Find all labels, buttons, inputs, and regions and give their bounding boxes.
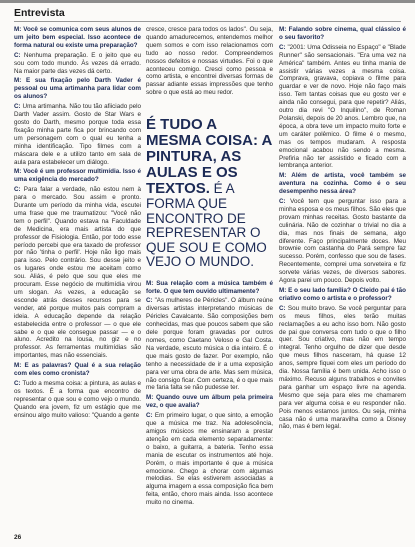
- question: M: E sua fixação pelo Darth Vader é pessoal ou uma artimanha para lidar com os alunos?: [14, 77, 141, 101]
- pull-quote-bold: É TUDO A MESMA COISA: A PINTURA, AS AULAS E OS TEXTOS.: [146, 116, 272, 198]
- pull-quote: [146, 117, 273, 270]
- question: M: E o seu lado família? O Cleido pai é tão criativo como o artista e o professor?: [279, 287, 406, 302]
- answer-text: Para falar a verdade, não estou nem à para o mercado. Sou assim e pronto. Durante um período da minha vida, escutei uma frase que me traumatizou: "Você não tem o perfil". Quando estava na Faculdade de Medicina, era mais artista do que professor de Fisiologia. Então, por todo esse período percebi que era taxado de professor por não 'tinha o perfil'. Hoje não ligo mais para isso. Pelo contrário. Sou desse jeito e os lugares onde estou me aceitam como sou. Aliás, é pelo que sou que eles me procuram. Esse negócio de multimídia virou um slogan. As vezes, a educação se esconde atrás desses recursos para se vender, até porque muitos pais compram a ideia. A educação depende da relação estabelecida entre o professor — o que ele sabe e o que ele consegue passar — e o aluno. Acredito na lousa, no giz e no professor. As ferramentas multimídias são importantes, mas não essenciais.: [14, 186, 141, 360]
- question: M: Quando ouve um álbum pela primeira vez, o que avalia?: [146, 394, 273, 410]
- question: M: Além de artista, você também se aventura na cozinha. Como é o seu desempenho nessa área?: [279, 172, 406, 196]
- answer: [14, 52, 141, 76]
- speaker-label: C:: [14, 186, 21, 194]
- answer-text: "2001: Uma Odisseia no Espaço" e "Blade Runner" são sensacionais. "Era uma vez na América" também. Antes eu tinha mania de assistir várias vezes a mesma coisa. Comprava, gravava, copiava o filme para guardar e ver de novo. Hoje não faço mais isso. Tem tantas coisas que eu gosto ver e ainda não consegui, para que repetir? Aliás, outro dia revi "O Inquilino", de Roman Polanski, depois de 20 anos. Lembro que, na época, a obra teve um impacto muito forte e um caráter polêmico. O filme é o mesmo, mas os tempos mudaram. A resposta emocional acabou não sendo a mesma. Prefiria não ter assistido e ficado com a lembrança anterior.: [279, 43, 406, 170]
- speaker-label: C:: [279, 43, 286, 51]
- speaker-label: C:: [279, 198, 286, 206]
- answer: [279, 305, 406, 432]
- pull-quote-rest: É A FORMA QUE ENCONTRO DE REPRESENTAR O QUE SOU E COMO VEJO O MUNDO.: [146, 181, 267, 270]
- column-3: [279, 26, 406, 531]
- speaker-label: C:: [146, 412, 153, 420]
- answer-text: Nenhuma preparação. E o jeito que eu sou com todo mundo. Às vezes dá errado. Na maior parte das vezes dá certo.: [14, 51, 141, 75]
- answer: [14, 380, 141, 420]
- section-title: Entrevista: [14, 7, 65, 19]
- speaker-label: C:: [279, 304, 286, 312]
- page-number: 26: [14, 534, 22, 541]
- speaker-label: C:: [146, 297, 153, 305]
- answer: [14, 186, 141, 360]
- question: M: Falando sobre cinema, qual clássico é o seu favorito?: [279, 26, 406, 41]
- answer-text: Tudo a mesma coisa: a pintura, as aulas e os textos. É a forma que encontro de representar o que sou e como vejo o mundo. Quando era jovem, fiz um estágio que me ensinou algo muito valioso: "Quando a gente: [14, 379, 141, 419]
- question: M: E as palavras? Qual é a sua relação com eles como cronista?: [14, 362, 141, 378]
- question: M: Você é um professor multimídia. Isso é uma exigência do mercado?: [14, 168, 141, 184]
- speaker-label: C:: [14, 103, 21, 111]
- answer: [146, 297, 273, 392]
- speaker-label: C:: [14, 51, 21, 59]
- answer-text: Uma artimanha. Não tou tão afiiciado pelo Darth Vader assim. Gosto de Star Wars e gosto do Darth, mesmo porque toda essa fixação minha parte fica por brincando com um personagem com o qual eu tenha a minha identificação. Tipo filmes com a máscara dele e a utilizo tanto em sala de aula para estabelecer um diálogo.: [14, 103, 141, 166]
- answer-text: Você tem que perguntar isso para a minha esposa e os meus filhos. São eles que provam minhas receitas. Gosto bastante da culinária. Não de cozinhar o trivial no dia a dia, mas nos finais de semana, algo diferente. Faço principalmente doces. Meu brownie com castanha do Pará sempre faz sucesso. Porém, confesso que sou de fases. Recentemente, comprei uma sorveteira e fiz sorvete várias vezes, de diversos sabores. Agora parei um pouco. Depois volto.: [279, 198, 406, 285]
- answer: [14, 103, 141, 166]
- answer-text: "As mulheres de Péricles". O álbum reúne diversas artistas interpretando músicas de Péricles Cavalcante. São composições bem conhecidas, mas que poucos sabem que são dele porque foram gravadas por outros nomes, como Caetano Veloso e Gal Costa. Na verdade, escuto música o dia inteiro. É o que mais gosto de fazer. Por exemplo, não tenho a necessidade de ir a uma exposição para ver uma obra de arte. Mas sem música, não consigo ficar. Com certeza, é o que mais me faria falta se não pudesse ter.: [146, 297, 273, 392]
- speaker-label: C:: [14, 379, 21, 387]
- answer: [279, 44, 406, 171]
- question: M: Sua relação com a música também é forte. O que tem ouvido ultimamente?: [146, 279, 273, 295]
- answer: [146, 412, 273, 507]
- answer-text: Sou muito bravo. Se você perguntar para os meus filhos, eles terão muitas reclamações a eu acho isso bom. Não gosto de pai que conversa com tudo o que o filho quer. Sou criativo, mas não em tempo integral. Tenho orgulho de dizer que desde que meus filhos nasceram, há quase 12 anos, sempre fiquei com eles um período do dia. Nossa família é bem unida. Acho isso o máximo. Recuso alguns trabalhos e convites para ganhar um espaço livre na agenda. Mesmo que seja para eles me chamarem para ver alguma coisa e eu responder não. Pois menos estamos juntos. Ou seja, minha casa não é uma maravilha como a Disney não, mas é bem legal.: [279, 304, 406, 431]
- top-rule: [0, 0, 415, 3]
- header-divider: [14, 21, 401, 22]
- column-2: [146, 26, 273, 531]
- answer: [279, 198, 406, 285]
- answer-text: Em primeiro lugar, o que sinto, a emoção que a música me traz. Na adolescência, amigos músicos me ensinaram a prestar atenção em cada elemento separadamente: o baixo, a guitarra, a bateria. Tenho essa mania de escutar os instrumentos até hoje. Porém, o mais importante é que a música emocione. Chego a chorar com algumas melodias. Se elas estiverem associadas a alguma imagem a essa composição fica bem feita, então, choro mais ainda. Isso acontece muito no cinema.: [146, 412, 273, 507]
- question: M: Você se comunica com seus alunos de um jeito bem especial. Isso acontece de forma natural ou existe uma preparação?: [14, 26, 141, 49]
- paragraph: cresce, cresce para todos os lados". Ou seja, quando amadurecemos, entendemos melhor quem somos e com isso relacionamos com tudo ao nosso redor. Compreendemos nossos defeitos e nossas virtudes. Foi o que aconteceu comigo. Cresci como pessoa e como artista, e encontrei diversas formas de passar adiante essas impressões que tenho sobre o que está ao meu redor.: [146, 26, 273, 97]
- column-1: [14, 26, 141, 531]
